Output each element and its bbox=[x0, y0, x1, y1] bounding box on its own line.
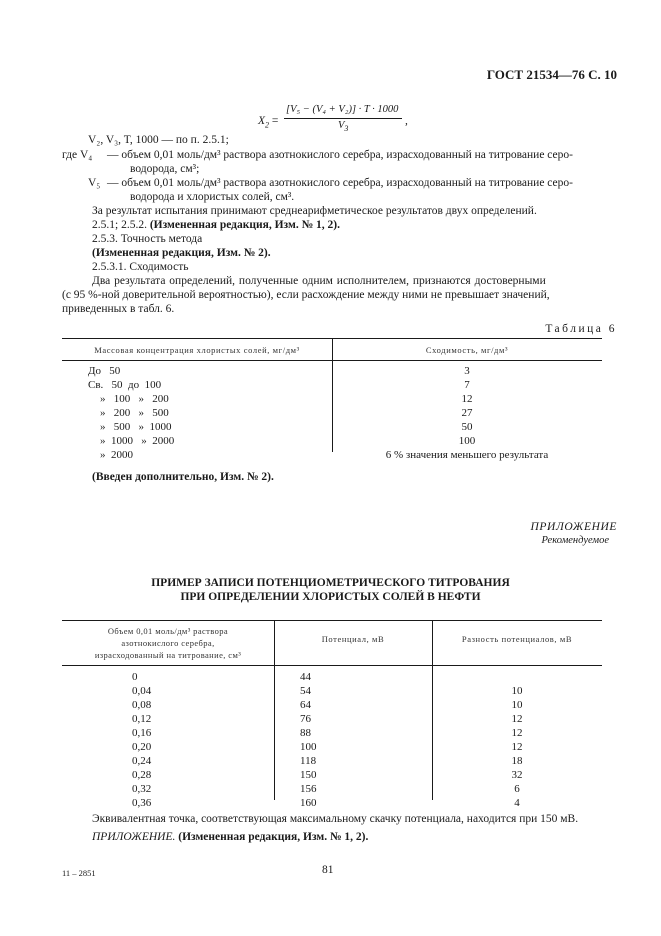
table7-cell-potential: 76 bbox=[300, 713, 311, 725]
table6-row-value: 12 bbox=[461, 393, 473, 405]
table6-row-range: Св. 50 до 100 bbox=[88, 379, 162, 391]
table6-row-value: 27 bbox=[461, 407, 473, 419]
table7-cell-volume: 0 bbox=[132, 671, 138, 683]
table7-cell-diff: 10 bbox=[511, 685, 523, 697]
table7-cell-potential: 156 bbox=[300, 783, 317, 795]
table6-row-range: » 500 » 1000 bbox=[100, 421, 172, 433]
section-2-5-3-edition: (Измененная редакция, Изм. № 2). bbox=[92, 247, 271, 259]
table6-col1-header: Массовая концентрация хлористых солей, мг/дм³ bbox=[94, 345, 300, 355]
table7-cell-diff bbox=[432, 670, 602, 684]
table6-values bbox=[332, 364, 602, 462]
table6-row-range: » 100 » 200 bbox=[100, 393, 169, 405]
table7-cell-volume: 0,28 bbox=[132, 769, 152, 781]
table6-row-range: » 2000 bbox=[100, 449, 133, 461]
def-line-4-prefix: V₅ bbox=[88, 177, 101, 189]
def-line-5: водорода и хлористых солей, см³. bbox=[130, 191, 295, 203]
table7-cell-volume: 0,16 bbox=[132, 727, 152, 739]
table7-header-rule bbox=[62, 665, 602, 666]
formula-lhs: $X_2$ = bbox=[258, 115, 279, 130]
table7-cell-potential: 160 bbox=[300, 797, 317, 809]
table7-diffs bbox=[432, 670, 602, 810]
result-text: За результат испытания принимают среднеарифметическое результатов двух определений. bbox=[92, 205, 537, 217]
table7-cell-potential: 118 bbox=[300, 755, 317, 767]
table7-cell-volume: 0,32 bbox=[132, 783, 152, 795]
appendix-title-2: ПРИ ОПРЕДЕЛЕНИИ ХЛОРИСТЫХ СОЛЕЙ В НЕФТИ bbox=[180, 591, 481, 603]
table7-cell-volume: 0,24 bbox=[132, 755, 152, 767]
formula-numerator: [V₅ − (V₄ + V₂)] · T · 1000 bbox=[286, 104, 399, 115]
table7-volumes bbox=[132, 670, 252, 810]
table7-col1-header: Объем 0,01 моль/дм³ раствора азотнокислого серебра, израсходованный на титрование, см³ bbox=[94, 626, 242, 660]
page-header: ГОСТ 21534—76 С. 10 bbox=[486, 67, 617, 82]
section-2-5-3: 2.5.3. Точность метода bbox=[92, 233, 203, 245]
table6-row-range: » 200 » 500 bbox=[100, 407, 169, 419]
table6-caption: Таблица 6 bbox=[545, 323, 617, 335]
table7-cell-diff: 10 bbox=[511, 699, 523, 711]
def-line-2-prefix: где V₄ bbox=[62, 149, 93, 161]
table7-cell-volume: 0,04 bbox=[132, 685, 152, 697]
formula-denominator: $V_3$ bbox=[338, 120, 349, 134]
table7-col2-header: Потенциал, мВ bbox=[321, 634, 385, 644]
table6-row-range: » 1000 » 2000 bbox=[100, 435, 175, 447]
section-2-5-3-1: 2.5.3.1. Сходимость bbox=[92, 261, 189, 273]
para-line-3: приведенных в табл. 6. bbox=[62, 303, 175, 315]
table7-cell-potential: 88 bbox=[300, 727, 311, 739]
ref-line: 2.5.1; 2.5.2. (Измененная редакция, Изм. № 1, 2). bbox=[92, 219, 340, 231]
def-line-3: водорода, см³; bbox=[130, 163, 200, 175]
table7-cell-diff: 4 bbox=[514, 797, 520, 809]
table6-row-value: 50 bbox=[461, 421, 473, 433]
sheet-code: 11 – 2851 bbox=[62, 868, 96, 878]
table6-row-value: 3 bbox=[464, 365, 470, 377]
equivalence-note: Эквивалентная точка, соответствующая максимальному скачку потенциала, находится при 150 мВ. bbox=[92, 813, 579, 825]
table7-divider-1 bbox=[274, 620, 275, 800]
table7-cell-diff: 12 bbox=[511, 713, 523, 725]
formula-comma: , bbox=[405, 115, 408, 127]
appendix-sub: Рекомендуемое bbox=[541, 535, 609, 546]
para-line-1: Два результата определений, полученные одним исполнителем, признаются достоверными bbox=[92, 275, 546, 287]
table7-cell-potential: 54 bbox=[300, 685, 311, 697]
def-line-2: — объем 0,01 моль/дм³ раствора азотнокислого серебра, израсходованный на титрование серо- bbox=[107, 149, 573, 161]
table6-col2-header: Сходимость, мг/дм³ bbox=[425, 345, 509, 355]
table7-potentials bbox=[300, 670, 360, 810]
def-line-1: V₂, V₃, T, 1000 — по п. 2.5.1; bbox=[88, 134, 229, 146]
table7-cell-potential: 100 bbox=[300, 741, 317, 753]
table7-cell-diff: 12 bbox=[511, 741, 523, 753]
table7-top-rule bbox=[62, 620, 602, 621]
table7-cell-volume: 0,20 bbox=[132, 741, 152, 753]
page-number: 81 bbox=[322, 864, 334, 876]
table7-cell-potential: 64 bbox=[300, 699, 311, 711]
table6-ranges bbox=[88, 364, 328, 462]
table6-row-value: 7 bbox=[464, 379, 470, 391]
table6-row-value: 100 bbox=[458, 435, 476, 447]
table7-cell-volume: 0,08 bbox=[132, 699, 152, 711]
appendix-label: ПРИЛОЖЕНИЕ bbox=[530, 521, 617, 533]
table6-row-range: До 50 bbox=[88, 365, 121, 377]
table7-cell-diff: 12 bbox=[511, 727, 523, 739]
table7-cell-diff: 18 bbox=[511, 755, 523, 767]
table7-cell-potential: 150 bbox=[300, 769, 317, 781]
def-line-4: — объем 0,01 моль/дм³ раствора азотнокислого серебра, израсходованный на титрование серо- bbox=[107, 177, 573, 189]
table7-col3-header: Разность потенциалов, мВ bbox=[461, 634, 573, 644]
para-line-2: (с 95 %-ной доверительной вероятностью), если расхождение между ними не превышает значений, bbox=[62, 289, 550, 301]
table7-cell-potential: 44 bbox=[300, 671, 311, 683]
table7-cell-volume: 0,12 bbox=[132, 713, 152, 725]
table7-cell-diff: 32 bbox=[511, 769, 523, 781]
table6-row-value: 6 % значения меньшего результата bbox=[385, 449, 549, 461]
table7-cell-diff: 6 bbox=[514, 783, 520, 795]
appendix-edition: ПРИЛОЖЕНИЕ. (Измененная редакция, Изм. № 1, 2). bbox=[92, 831, 369, 843]
intro-note: (Введен дополнительно, Изм. № 2). bbox=[92, 471, 274, 483]
table7-cell-volume: 0,36 bbox=[132, 797, 152, 809]
appendix-title-1: ПРИМЕР ЗАПИСИ ПОТЕНЦИОМЕТРИЧЕСКОГО ТИТРОВАНИЯ bbox=[151, 577, 510, 589]
